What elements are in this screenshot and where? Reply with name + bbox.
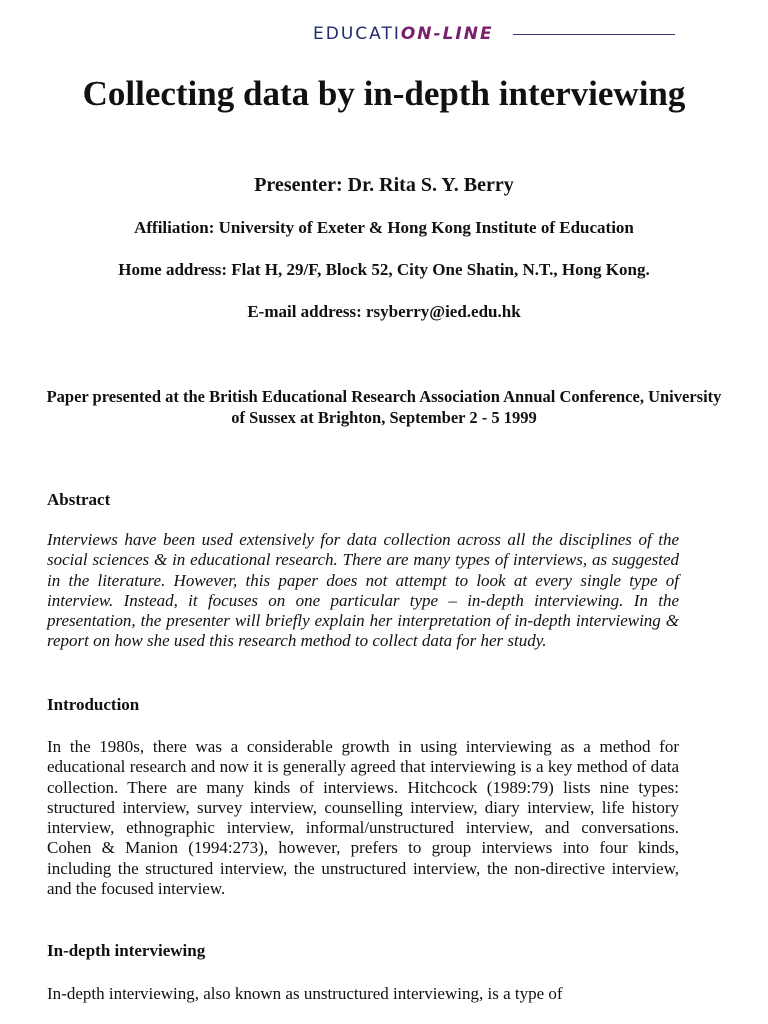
education-line-logo [313,22,683,46]
paper-title: Collecting data by in-depth interviewing [82,74,686,113]
logo-text [313,22,494,46]
introduction-heading: Introduction [47,695,140,714]
abstract-text: Interviews have been used extensively for data collection across all the disciplines of the social sciences & in educational research. There are many types of interviews, as suggested in the literature. However, this paper does not attempt to look at every single type of interview. Instead, it focuses on one particular type – in-depth interviewing. In the presentation, the presenter will briefly explain her interpretation of in-depth interviewing & report on how she used this research method to collect data for her study. [47,530,679,651]
logo-text-part2: ON-LINE [400,24,494,44]
conference-note: Paper presented at the British Educational Research Association Annual Conference, University of Sussex at Brighton, September 2 - 5 1999 [46,387,722,427]
logo-text-part1: EDUCATI [313,24,401,44]
presenter-line: Presenter: Dr. Rita S. Y. Berry [254,174,514,196]
affiliation-line: Affiliation: University of Exeter & Hong Kong Institute of Education [134,218,634,237]
abstract-heading: Abstract [47,490,111,509]
logo-rule [513,34,675,35]
introduction-text: In the 1980s, there was a considerable growth in using interviewing as a method for educational research and now it is generally agreed that interviewing is a key method of data collection. There are many kinds of interviews. Hitchcock (1989:79) lists nine types: structured interview, survey interview, counselling interview, diary interview, life history interview, ethnographic interview, informal/unstructured interview, and conversations. Cohen & Manion (1994:273), however, prefers to group interviews into four kinds, including the structured interview, the unstructured interview, the non-directive interview, and the focused interview. [47,737,679,899]
in-depth-interviewing-heading: In-depth interviewing [47,941,206,960]
in-depth-interviewing-text: In-depth interviewing, also known as unstructured interviewing, is a type of [47,984,563,1003]
email-address-line: E-mail address: rsyberry@ied.edu.hk [247,302,521,321]
home-address-line: Home address: Flat H, 29/F, Block 52, City One Shatin, N.T., Hong Kong. [118,260,650,279]
